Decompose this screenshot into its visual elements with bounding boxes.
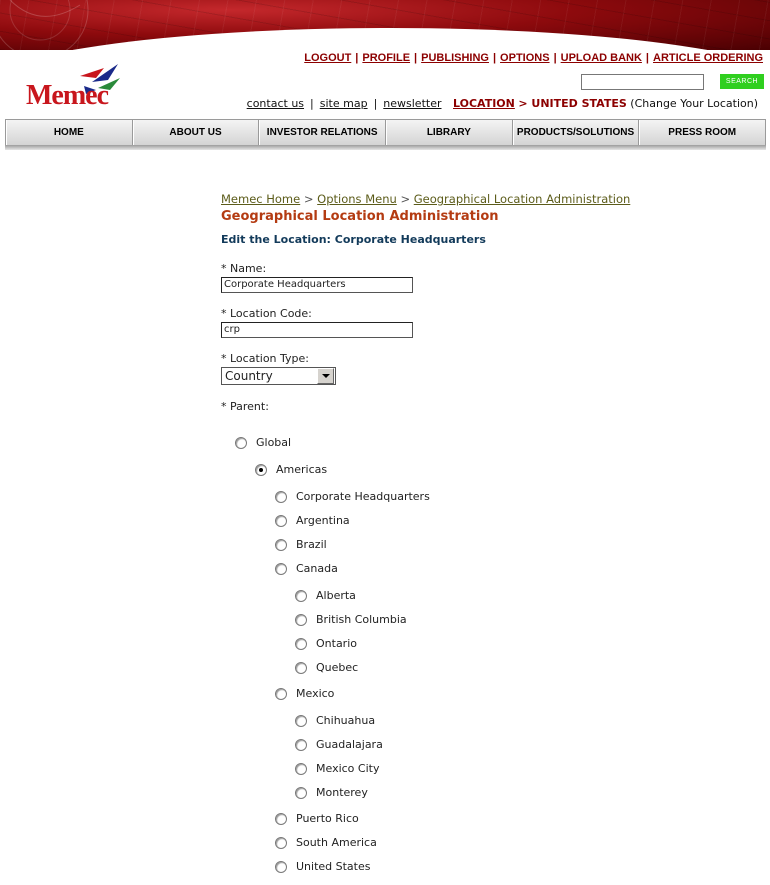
location-code-label: * Location Code: (221, 307, 312, 320)
parent-radio[interactable] (295, 614, 307, 626)
parent-option-label: Guadalajara (316, 738, 383, 751)
parent-option-label: South America (296, 836, 377, 849)
name-label: * Name: (221, 262, 267, 275)
parent-label: * Parent: (221, 400, 269, 413)
parent-option[interactable] (275, 490, 430, 503)
nav-press-room[interactable]: PRESS ROOM (639, 120, 765, 145)
page-title: Geographical Location Administration (221, 209, 499, 224)
parent-option[interactable] (295, 661, 358, 674)
profile-link[interactable]: PROFILE (362, 52, 411, 64)
parent-option[interactable] (295, 637, 357, 650)
search-button[interactable]: SEARCH (720, 74, 764, 89)
parent-option[interactable] (275, 538, 327, 551)
breadcrumb-sep: > (400, 192, 411, 206)
parent-option-label: Chihuahua (316, 714, 376, 727)
contact-us-link[interactable]: contact us (246, 97, 305, 110)
parent-radio[interactable] (275, 837, 287, 849)
location-link[interactable]: LOCATION (453, 97, 515, 110)
parent-radio[interactable] (235, 437, 247, 449)
logo-text: Memec (26, 80, 109, 111)
parent-option[interactable] (235, 436, 291, 449)
parent-option[interactable] (275, 836, 377, 849)
parent-radio[interactable] (275, 491, 287, 503)
parent-option[interactable] (255, 463, 327, 476)
search-input[interactable] (581, 74, 704, 90)
memec-logo[interactable] (26, 62, 126, 112)
parent-radio[interactable] (275, 539, 287, 551)
parent-option-label: United States (296, 860, 371, 873)
parent-radio[interactable] (275, 813, 287, 825)
breadcrumb (221, 192, 630, 206)
chevron-down-icon[interactable] (317, 368, 334, 384)
parent-option[interactable] (295, 762, 379, 775)
parent-option-label: Americas (276, 463, 328, 476)
parent-option[interactable] (275, 860, 371, 873)
breadcrumb-options[interactable]: Options Menu (317, 192, 397, 206)
parent-option[interactable] (295, 714, 375, 727)
nav-investor-relations[interactable]: INVESTOR RELATIONS (259, 120, 386, 145)
location-type-select[interactable] (221, 367, 336, 385)
parent-radio[interactable] (295, 638, 307, 650)
edit-subtitle: Edit the Location: Corporate Headquarters (221, 233, 486, 246)
change-location-link[interactable]: (Change Your Location) (630, 97, 758, 110)
parent-option-label: Quebec (316, 661, 359, 674)
upload-bank-link[interactable]: UPLOAD BANK (560, 52, 642, 64)
main-content (221, 192, 630, 413)
site-map-link[interactable]: site map (319, 97, 368, 110)
main-nav (5, 119, 766, 146)
parent-option-label: Canada (296, 562, 338, 575)
parent-option-label: Argentina (296, 514, 350, 527)
parent-option-label: Corporate Headquarters (296, 490, 430, 503)
parent-radio[interactable] (295, 787, 307, 799)
parent-option[interactable] (275, 562, 338, 575)
parent-radio[interactable] (295, 715, 307, 727)
parent-radio[interactable] (275, 563, 287, 575)
name-input[interactable]: Corporate Headquarters (221, 277, 413, 293)
logout-link[interactable]: LOGOUT (304, 52, 352, 64)
parent-option[interactable] (295, 786, 368, 799)
breadcrumb-current[interactable]: Geographical Location Administration (413, 192, 631, 206)
parent-option-label: Mexico (296, 687, 335, 700)
parent-radio[interactable] (295, 739, 307, 751)
article-ordering-link[interactable]: ARTICLE ORDERING (653, 52, 763, 64)
newsletter-link[interactable]: newsletter (383, 97, 442, 110)
location-type-value: Country (225, 369, 273, 383)
options-link[interactable]: OPTIONS (500, 52, 550, 64)
parent-option[interactable] (275, 812, 359, 825)
header-banner (0, 0, 770, 50)
parent-option[interactable] (275, 514, 350, 527)
parent-option-label: Monterey (316, 786, 368, 799)
utility-links: contact us | site map | newsletter LOCATION > UNITED STATES (Change Your Location) (246, 97, 758, 110)
parent-option[interactable] (275, 687, 334, 700)
parent-radio[interactable] (295, 662, 307, 674)
parent-radio[interactable] (275, 861, 287, 873)
location-type-label: * Location Type: (221, 352, 309, 365)
nav-products-solutions[interactable]: PRODUCTS/SOLUTIONS (513, 120, 640, 145)
parent-option-label: Puerto Rico (296, 812, 359, 825)
parent-radio[interactable] (295, 590, 307, 602)
location-code-input[interactable]: crp (221, 322, 413, 338)
parent-radio[interactable] (295, 763, 307, 775)
nav-about-us[interactable]: ABOUT US (133, 120, 260, 145)
parent-option[interactable] (295, 738, 383, 751)
parent-option-label: British Columbia (316, 613, 407, 626)
current-location: > UNITED STATES (518, 97, 627, 110)
parent-option[interactable] (295, 613, 407, 626)
parent-option[interactable] (295, 589, 356, 602)
breadcrumb-home[interactable]: Memec Home (221, 192, 301, 206)
parent-radio[interactable] (275, 515, 287, 527)
nav-divider (5, 145, 766, 150)
parent-option-label: Brazil (296, 538, 327, 551)
account-links: LOGOUT | PROFILE | PUBLISHING | OPTIONS | UPLOAD BANK | ARTICLE ORDERING (304, 52, 763, 64)
code-field-group (221, 307, 630, 338)
type-field-group (221, 352, 630, 385)
publishing-link[interactable]: PUBLISHING (421, 52, 489, 64)
nav-home[interactable]: HOME (6, 120, 133, 145)
nav-library[interactable]: LIBRARY (386, 120, 513, 145)
parent-radio[interactable] (255, 464, 267, 476)
breadcrumb-sep: > (303, 192, 314, 206)
name-field-group (221, 262, 630, 293)
parent-option-label: Ontario (316, 637, 357, 650)
parent-radio[interactable] (275, 688, 287, 700)
parent-option-label: Alberta (316, 589, 356, 602)
parent-option-label: Mexico City (316, 762, 380, 775)
parent-option-label: Global (256, 436, 292, 449)
